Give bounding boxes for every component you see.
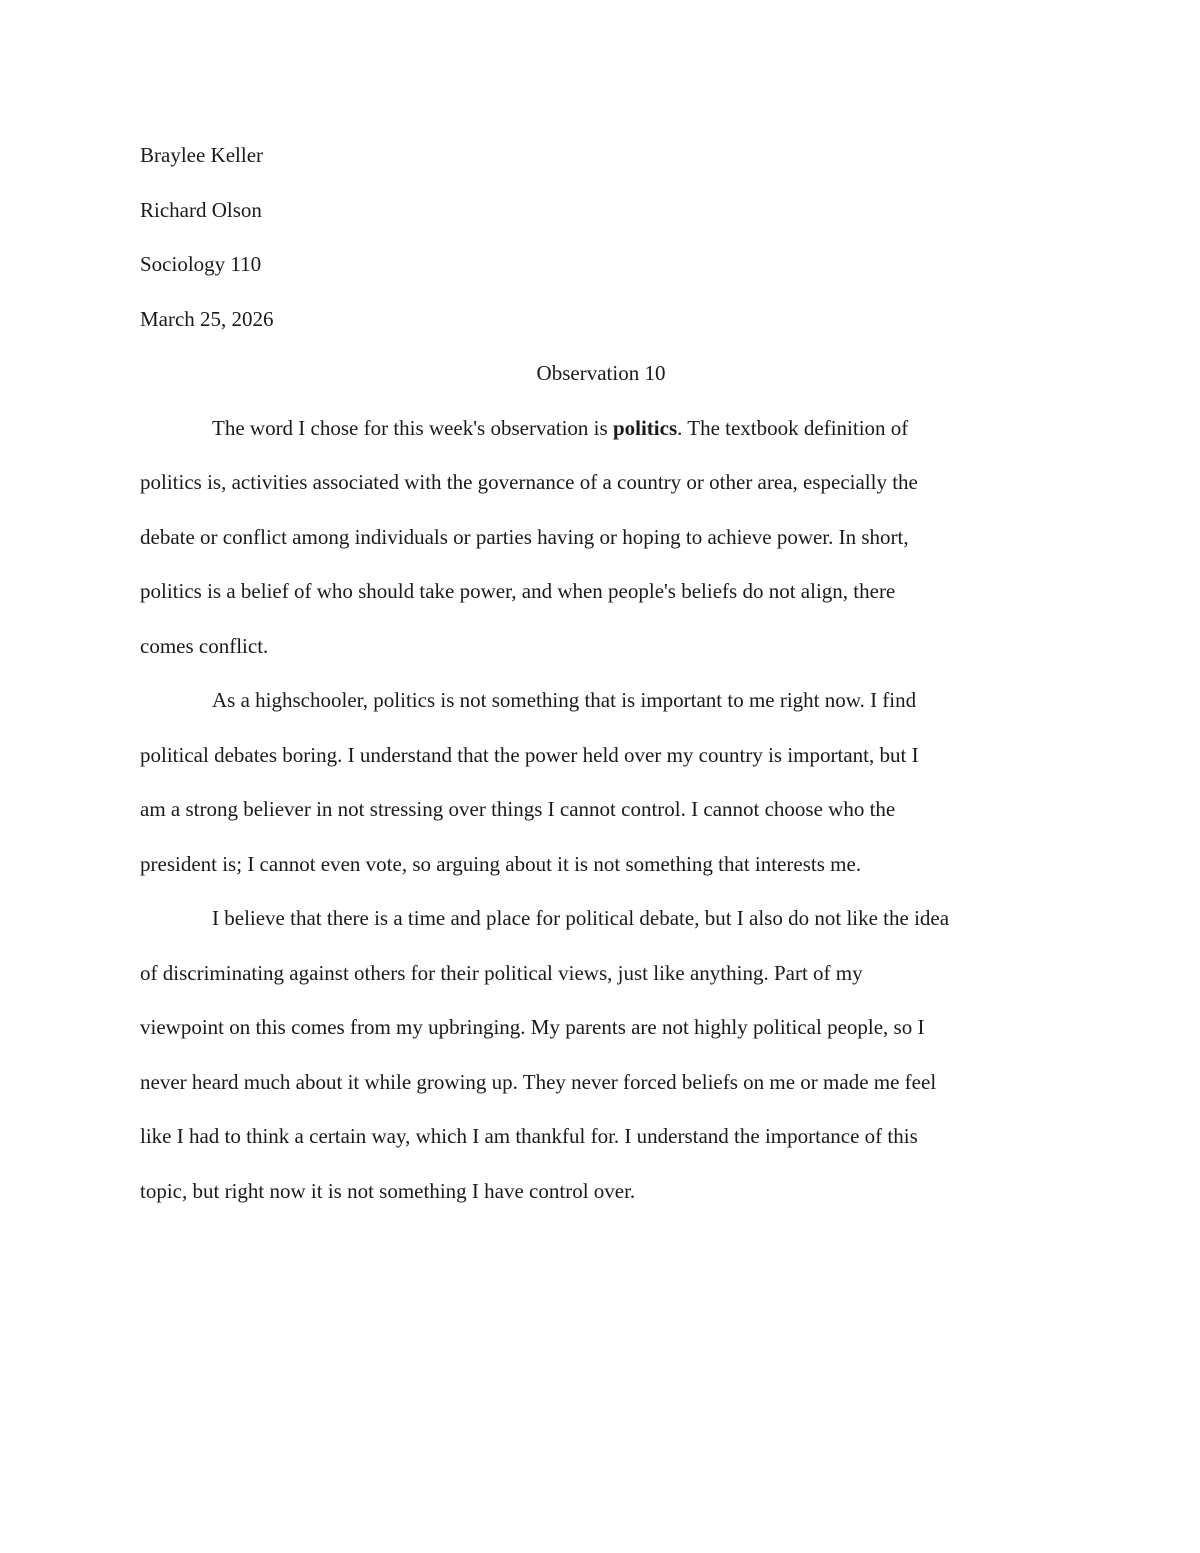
paragraph-3	[140, 891, 1062, 1218]
paragraph-line: I believe that there is a time and place for political debate, but I also do not like the idea	[212, 906, 950, 930]
paragraph-line: president is; I cannot even vote, so arguing about it is not something that interests me.	[140, 851, 862, 876]
student-name: Braylee Keller	[140, 143, 264, 167]
instructor-name: Richard Olson	[140, 197, 262, 222]
course-name: Sociology 110	[140, 252, 262, 276]
paragraph-line	[140, 401, 1062, 456]
document-body	[140, 128, 1062, 1218]
paragraph-2	[140, 673, 1062, 891]
keyword-politics: politics	[612, 415, 678, 440]
paragraph-line: comes conflict.	[140, 633, 269, 658]
paragraph-line: am a strong believer in not stressing over things I cannot control. I cannot choose who the	[140, 797, 896, 821]
paragraph-1	[140, 401, 1062, 674]
document-title: Observation 10	[536, 361, 666, 385]
paragraph-line: never heard much about it while growing up. They never forced beliefs on me or made me feel	[140, 1069, 937, 1094]
paragraph-line: of discriminating against others for their political views, just like anything. Part of my	[140, 960, 863, 985]
paragraph-line: As a highschooler, politics is not something that is important to me right now. I find	[212, 688, 917, 712]
text-segment: The word I chose for this week's observation is	[212, 415, 613, 440]
paragraph-line: politics is a belief of who should take power, and when people's beliefs do not align, there	[140, 579, 896, 603]
submission-date: March 25, 2026	[140, 306, 274, 331]
paragraph-line: debate or conflict among individuals or parties having or hoping to achieve power. In short,	[140, 524, 909, 549]
paragraph-line: like I had to think a certain way, which I am thankful for. I understand the importance of this	[140, 1124, 918, 1148]
paragraph-line: political debates boring. I understand that the power held over my country is important, but I	[140, 742, 919, 767]
paragraph-line: topic, but right now it is not something I have control over.	[140, 1178, 636, 1203]
text-segment: . The textbook definition of	[677, 415, 909, 440]
paragraph-line: politics is, activities associated with the governance of a country or other area, especially the	[140, 470, 918, 494]
paragraph-line: viewpoint on this comes from my upbringing. My parents are not highly political people, so I	[140, 1015, 925, 1039]
